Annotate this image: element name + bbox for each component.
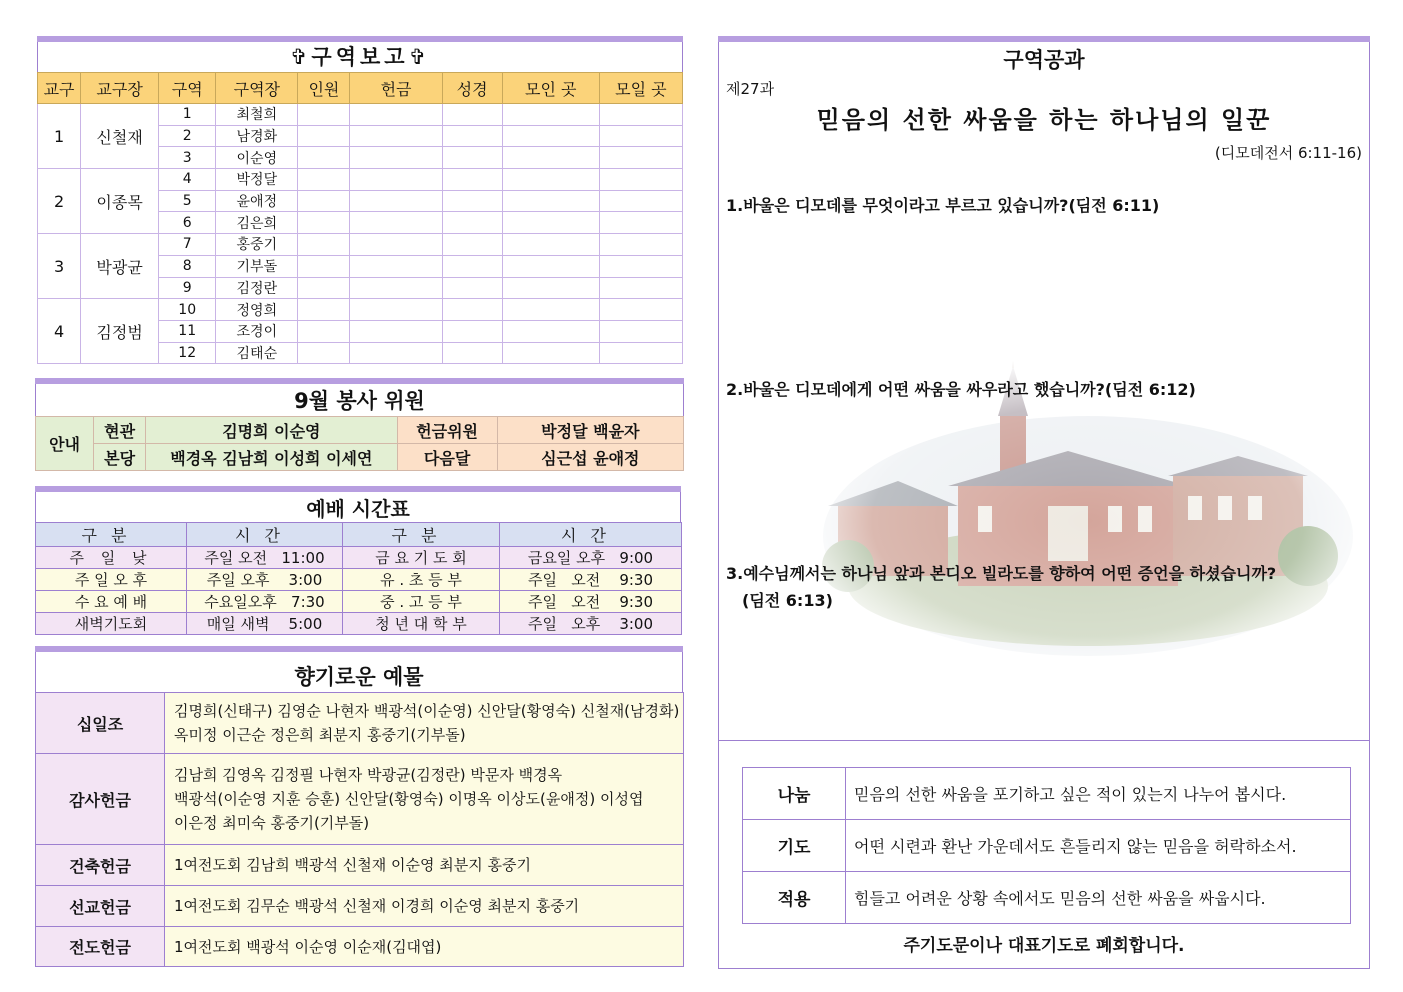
met-place-cell[interactable] [502,277,599,299]
district-leader: 홍중기 [216,234,298,256]
service-time: 주일 오전 9:30 [500,591,682,613]
district-number: 6 [159,212,216,234]
prayer-label: 기도 [743,820,846,872]
next-place-cell[interactable] [599,299,682,321]
attendance-cell[interactable] [298,277,350,299]
attendance-cell[interactable] [298,255,350,277]
district-leader: 박정달 [216,169,298,191]
role-label: 다음달 [397,444,497,471]
offering-line: 김명희(신태구) 김영순 나현자 백광석(이순영) 신안달(황영숙) 신철재(남경화) [174,702,680,720]
worship-schedule-title: 예배 시간표 [35,492,681,522]
next-place-cell[interactable] [599,190,682,212]
table-header-row [38,73,683,104]
table-row [743,820,1351,872]
service-name: 청 년 대 학 부 [343,613,500,635]
role-names: 심근섭 윤애정 [497,444,683,471]
offering-names [165,754,684,845]
offering-names [165,927,684,967]
offering-cell[interactable] [350,277,442,299]
bible-cell[interactable] [442,234,502,256]
offering-line: 백광석(이순영 지훈 승훈) 신안달(황영숙) 이명옥 이상도(윤애정) 이성엽 [174,790,644,808]
district-leader: 정영희 [216,299,298,321]
section-top-bar [718,36,1370,42]
header-met-place: 모인 곳 [502,73,599,104]
table-row [36,927,684,967]
bible-cell[interactable] [442,342,502,364]
service-name: 중 . 고 등 부 [343,591,500,613]
service-name: 수 요 예 배 [36,591,187,613]
offering-cell[interactable] [350,125,442,147]
district-leader: 윤애정 [216,190,298,212]
offering-cell[interactable] [350,169,442,191]
header-district: 구역 [159,73,216,104]
place-label: 현관 [94,417,146,444]
service-time: 매일 새벽 5:00 [187,613,343,635]
offering-names [165,845,684,886]
offering-label: 십일조 [36,693,165,754]
attendance-cell[interactable] [298,125,350,147]
district-number: 8 [159,255,216,277]
district-number: 12 [159,342,216,364]
table-row [36,613,682,635]
offering-line: 김남희 김영옥 김정필 나현자 박광균(김정란) 박문자 백경옥 [174,766,563,784]
offering-label: 전도헌금 [36,927,165,967]
next-place-cell[interactable] [599,255,682,277]
offering-cell[interactable] [350,147,442,169]
scripture-reference: (디모데전서 6:11-16) [1214,144,1362,162]
place-label: 본당 [94,444,146,471]
share-label: 나눔 [743,768,846,820]
lesson-subject: 믿음의 선한 싸움을 하는 하나님의 일꾼 [816,106,1272,134]
offering-names [165,886,684,927]
attendance-cell[interactable] [298,190,350,212]
offering-cell[interactable] [350,299,442,321]
attendance-cell[interactable] [298,234,350,256]
next-place-cell[interactable] [599,169,682,191]
offering-cell[interactable] [350,320,442,342]
header-offering: 헌금 [350,73,442,104]
met-place-cell[interactable] [502,234,599,256]
met-place-cell[interactable] [502,255,599,277]
next-place-cell[interactable] [599,104,682,126]
district-number: 9 [159,277,216,299]
next-place-cell[interactable] [599,234,682,256]
table-row [36,754,684,845]
header-category: 구분 [343,523,500,547]
closing-instruction: 주기도문이나 대표기도로 폐회합니다. [903,936,1185,956]
bible-cell[interactable] [442,190,502,212]
volunteers-table [35,416,684,471]
service-name: 금 요 기 도 회 [343,547,500,569]
table-row [36,591,682,613]
service-name: 유 . 초 등 부 [343,569,500,591]
prayer-text: 어떤 시련과 환난 가운데서도 흔들리지 않는 믿음을 허락하소서. [846,820,1351,872]
next-place-cell[interactable] [599,125,682,147]
district-leader: 김은희 [216,212,298,234]
next-place-cell[interactable] [599,147,682,169]
header-bible: 성경 [442,73,502,104]
offering-cell[interactable] [350,190,442,212]
met-place-cell[interactable] [502,342,599,364]
service-time: 수요일오후 7:30 [187,591,343,613]
role-names: 박정달 백윤자 [497,417,683,444]
guide-label: 안내 [36,417,94,471]
table-header-row [36,523,682,547]
attendance-cell[interactable] [298,104,350,126]
offering-cell[interactable] [350,255,442,277]
service-time: 주일 오후 3:00 [500,613,682,635]
met-place-cell[interactable] [502,212,599,234]
district-leader: 조경이 [216,320,298,342]
next-place-cell[interactable] [599,320,682,342]
offering-cell[interactable] [350,342,442,364]
offerings-section [35,646,683,969]
district-number: 11 [159,320,216,342]
service-time: 주일 오전 11:00 [187,547,343,569]
attendance-cell[interactable] [298,299,350,321]
bible-cell[interactable] [442,299,502,321]
parish-number: 1 [38,104,81,169]
service-name: 주 일 낮 [36,547,187,569]
district-number: 4 [159,169,216,191]
offering-cell[interactable] [350,234,442,256]
question-3-reference: (딤전 6:13) [742,591,833,610]
header-district-leader: 구역장 [216,73,298,104]
lesson-divider [718,740,1370,741]
district-leader: 최철희 [216,104,298,126]
service-time: 주일 오후 3:00 [187,569,343,591]
parish-leader: 박광균 [81,234,159,299]
met-place-cell[interactable] [502,299,599,321]
district-leader: 남경화 [216,125,298,147]
volunteers-title: 9월 봉사 위원 [35,384,684,416]
worship-schedule-section [35,486,681,632]
header-attendance: 인원 [298,73,350,104]
met-place-cell[interactable] [502,147,599,169]
bible-cell[interactable] [442,212,502,234]
offering-names [165,693,684,754]
offering-label: 건축헌금 [36,845,165,886]
district-leader: 김정란 [216,277,298,299]
offering-cell[interactable] [350,104,442,126]
district-number: 3 [159,147,216,169]
district-leader: 김태순 [216,342,298,364]
attendance-cell[interactable] [298,147,350,169]
table-row [38,169,683,191]
attendance-cell[interactable] [298,169,350,191]
header-time: 시간 [187,523,343,547]
offering-line: 이은정 최미숙 홍중기(기부돌) [174,814,370,832]
offering-line: 옥미정 이근순 정은희 최분지 홍중기(기부돌) [174,726,466,744]
district-leader: 이순영 [216,147,298,169]
met-place-cell[interactable] [502,125,599,147]
parish-leader: 김정범 [81,299,159,364]
district-number: 2 [159,125,216,147]
table-row [36,547,682,569]
question-2: 2.바울은 디모데에게 어떤 싸움을 싸우라고 했습니까?(딤전 6:12) [726,380,1196,399]
next-place-cell[interactable] [599,212,682,234]
service-time: 금요일 오후 9:00 [500,547,682,569]
lesson-title: 구역공과 [1003,48,1085,72]
parish-leader: 신철재 [81,104,159,169]
header-parish: 교구 [38,73,81,104]
district-report-title: ✞구역보고✞ [37,42,683,72]
table-row [36,417,684,444]
offering-line: 1여전도회 백광석 이순영 이순재(김대엽) [174,937,442,956]
table-row [38,234,683,256]
bible-cell[interactable] [442,255,502,277]
met-place-cell[interactable] [502,104,599,126]
table-row [38,299,683,321]
district-report-table [37,72,683,364]
bible-cell[interactable] [442,169,502,191]
attendance-cell[interactable] [298,320,350,342]
offering-line: 1여전도회 김무순 백광석 신철재 이경희 이순영 최분지 홍중기 [174,897,580,915]
service-time: 주일 오전 9:30 [500,569,682,591]
next-place-cell[interactable] [599,277,682,299]
table-row [36,693,684,754]
parish-number: 3 [38,234,81,299]
service-name: 주 일 오 후 [36,569,187,591]
application-table [742,767,1351,924]
offering-line: 1여전도회 김남희 백광석 신철재 이순영 최분지 홍중기 [174,856,531,874]
table-row [743,768,1351,820]
table-row [36,569,682,591]
header-next-place: 모일 곳 [599,73,682,104]
attendance-cell[interactable] [298,342,350,364]
table-row [36,444,684,471]
parish-leader: 이종목 [81,169,159,234]
lesson-number: 제27과 [726,80,775,98]
offerings-title: 향기로운 예물 [35,652,683,692]
header-time: 시간 [500,523,682,547]
district-number: 7 [159,234,216,256]
parish-number: 4 [38,299,81,364]
offerings-table [35,692,684,967]
church-illustration [808,356,1368,656]
apply-text: 힘들고 어려운 상황 속에서도 믿음의 선한 싸움을 싸웁시다. [846,872,1351,924]
district-number: 1 [159,104,216,126]
met-place-cell[interactable] [502,169,599,191]
next-place-cell[interactable] [599,342,682,364]
question-1: 1.바울은 디모데를 무엇이라고 부르고 있습니까?(딤전 6:11) [726,196,1160,215]
header-category: 구분 [36,523,187,547]
worship-schedule-table [35,522,682,635]
table-row [36,845,684,886]
bible-cell[interactable] [442,277,502,299]
district-leader: 기부돌 [216,255,298,277]
district-number: 5 [159,190,216,212]
role-label: 헌금위원 [397,417,497,444]
service-name: 새벽기도회 [36,613,187,635]
table-row [743,872,1351,924]
attendance-cell[interactable] [298,212,350,234]
volunteer-names: 백경옥 김남희 이성희 이세연 [146,444,397,471]
bible-cell[interactable] [442,320,502,342]
table-row [36,886,684,927]
bible-cell[interactable] [442,147,502,169]
volunteers-section [35,378,684,472]
district-number: 10 [159,299,216,321]
offering-cell[interactable] [350,212,442,234]
offering-label: 선교헌금 [36,886,165,927]
bible-cell[interactable] [442,125,502,147]
offering-label: 감사헌금 [36,754,165,845]
met-place-cell[interactable] [502,320,599,342]
district-report-section [37,36,683,364]
apply-label: 적용 [743,872,846,924]
question-3: 3.예수님께서는 하나님 앞과 본디오 빌라도를 향하여 어떤 증언을 하셨습니까? [726,564,1277,583]
application-table-wrapper [742,767,1350,924]
bible-cell[interactable] [442,104,502,126]
lesson-section [718,36,1370,969]
table-row [38,104,683,126]
met-place-cell[interactable] [502,190,599,212]
volunteer-names: 김명희 이순영 [146,417,397,444]
parish-number: 2 [38,169,81,234]
header-parish-leader: 교구장 [81,73,159,104]
share-text: 믿음의 선한 싸움을 포기하고 싶은 적이 있는지 나누어 봅시다. [846,768,1351,820]
